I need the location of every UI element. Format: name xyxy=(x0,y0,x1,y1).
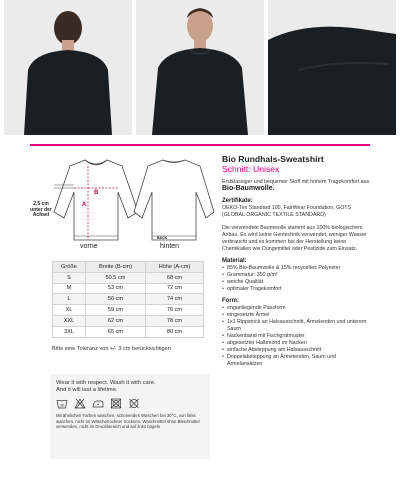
table-row xyxy=(53,305,204,316)
table-cell: XXL xyxy=(53,315,86,326)
list-item: • 85% Bio-Baumwolle & 15% recyceltes Polyester xyxy=(222,265,372,272)
wash-temp-label: 30 xyxy=(59,402,65,408)
tolerance-note: Bitte eine Toleranz von +/- 3 cm berücksichtigen xyxy=(52,346,171,352)
list-item: • Grammatur: 350 g/m² xyxy=(222,272,372,279)
label-height-a: A xyxy=(82,202,87,208)
product-description xyxy=(222,179,372,193)
material-heading: Material: xyxy=(222,257,247,264)
table-row xyxy=(53,326,204,337)
list-item: • Nackenband mit Fischgrätmuster xyxy=(222,333,372,340)
header-width: Breite (B-cm) xyxy=(85,262,145,273)
table-cell: 62 cm xyxy=(85,315,145,326)
care-instructions xyxy=(50,374,210,459)
table-cell: 78 cm xyxy=(145,315,203,326)
table-cell: XL xyxy=(53,305,86,316)
table-cell: 53 cm xyxy=(85,283,145,294)
no-dry-clean-icon xyxy=(128,398,140,409)
care-slogan-2: And it will last a lifetime. xyxy=(56,387,118,393)
table-cell: 50.5 cm xyxy=(85,272,145,283)
table-cell: 65 cm xyxy=(85,326,145,337)
table-cell: 74 cm xyxy=(145,294,203,305)
table-cell: S xyxy=(53,272,86,283)
care-icons xyxy=(56,398,204,409)
iron-low-icon xyxy=(92,398,104,409)
no-tumble-dry-icon xyxy=(110,398,122,409)
table-cell: 76 cm xyxy=(145,305,203,316)
list-item: • 1x1 Rippstrick an Halsausschnitt, Ärmelenden und unterem Saum xyxy=(222,319,372,333)
table-cell: 3XL xyxy=(53,326,86,337)
photo-detail-view xyxy=(268,0,396,135)
list-item: • Doppelabsteppung an Ärmelenden, Saum und Ärmelansätzen xyxy=(222,354,372,368)
table-row xyxy=(53,272,204,283)
table-cell: L xyxy=(53,294,86,305)
description-bold: Bio-Baumwolle. xyxy=(222,184,275,192)
list-item: • enganliegende Passform xyxy=(222,305,372,312)
photo-back-view xyxy=(4,0,132,135)
list-item: • abgesetzter Halbmond im Nacken xyxy=(222,340,372,347)
description-text: Erstklassiger und bequemer Stoff mit hohem Tragekomfort aus xyxy=(222,179,370,185)
table-row xyxy=(53,294,204,305)
care-slogan-1: Wear it with respect. Wash it with care. xyxy=(56,380,156,386)
care-description: Mit ähnlichen Farben waschen, schonendes Waschen bei 30°C, von links waschen, nicht im Wäschetrockner trocknen. Waschmittel ohne Bleichmittel verwenden, nicht im Druckbereich und auf links bügeln xyxy=(56,413,200,430)
certificates-text: OEKO-Tex Standard 100, FairWear Foundation, GOTS (GLOBAL ORGANIC TEXTILE STANDARD) xyxy=(222,205,352,219)
table-row xyxy=(53,283,204,294)
table-cell: 68 cm xyxy=(145,272,203,283)
product-details xyxy=(222,154,372,368)
table-cell: 80 cm xyxy=(145,326,203,337)
table-cell: 59 cm xyxy=(85,305,145,316)
table-cell: 56 cm xyxy=(85,294,145,305)
label-width-b: B xyxy=(94,190,99,196)
product-photos xyxy=(0,0,400,138)
product-cut: Schnitt: Unisex xyxy=(222,164,280,174)
list-item: • weiche Qualität xyxy=(222,279,372,286)
table-row xyxy=(53,315,204,326)
form-list xyxy=(222,305,372,367)
size-table xyxy=(52,261,204,338)
product-title: Bio Rundhals-Sweatshirt xyxy=(222,154,324,164)
header-size: Größe xyxy=(53,262,86,273)
label-front: vorne xyxy=(80,243,98,250)
table-header-row xyxy=(53,262,204,273)
list-item: • einfache Absteppung am Halsausschnitt xyxy=(222,347,372,354)
list-item: • eingesetzte Ärmel xyxy=(222,312,372,319)
material-list xyxy=(222,265,372,293)
certificates-heading: Zertifikate: xyxy=(222,197,253,204)
table-cell: 72 cm xyxy=(145,283,203,294)
table-cell: M xyxy=(53,283,86,294)
size-diagram xyxy=(30,152,215,262)
product-info-card xyxy=(30,146,370,486)
label-back: hinten xyxy=(160,243,180,250)
photo-front-view xyxy=(136,0,264,135)
label-neck-tag: BACK xyxy=(157,236,168,240)
wash-30-icon xyxy=(56,398,68,409)
cotton-text: Die verwendete Baumwolle stammt aus 100% biologischem Anbau. Es wird keine Gentechnik verwendet, weniger Wasser verbraucht und es kommen bei der Herstellung keine Chemikalien wie Düngemittel oder Pestizide zum Einsatz. xyxy=(222,225,367,252)
list-item: • optimaler Tragekomfort xyxy=(222,286,372,293)
header-height: Höhe (A-cm) xyxy=(145,262,203,273)
no-bleach-icon xyxy=(74,398,86,409)
form-heading: Form: xyxy=(222,297,239,304)
sleeve-note: 2,5 cm unter der Achsel xyxy=(30,201,52,218)
